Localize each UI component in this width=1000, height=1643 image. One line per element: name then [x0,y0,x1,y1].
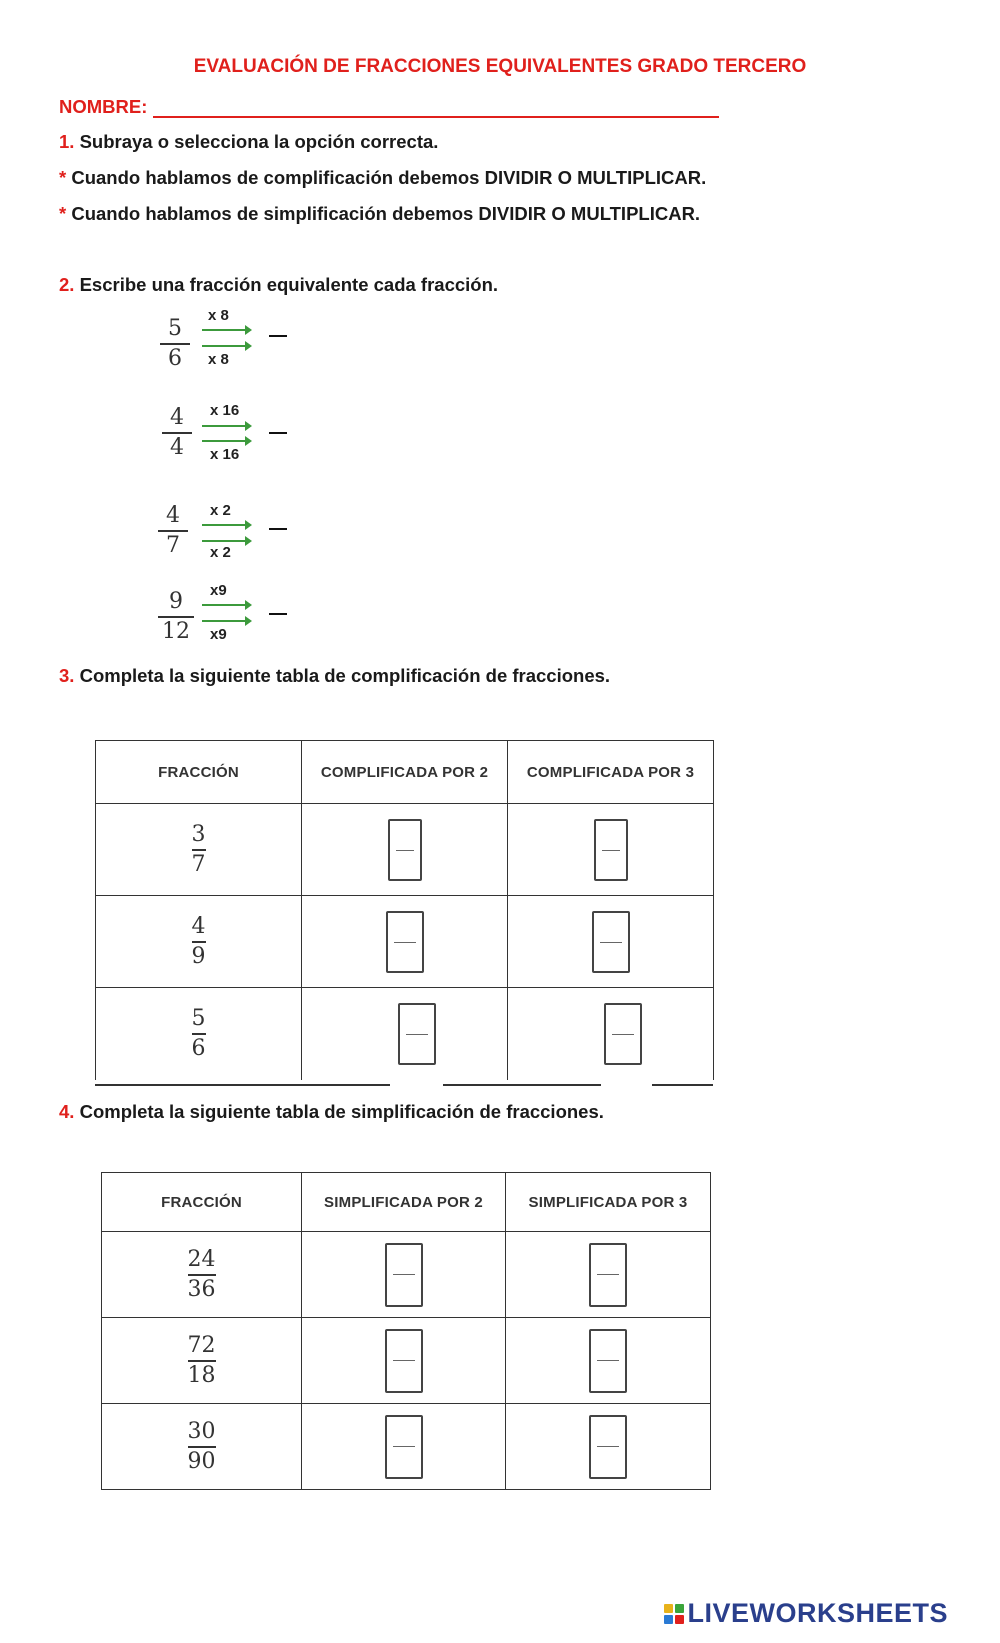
answer-blank[interactable] [269,613,287,615]
table-row [96,988,714,1080]
liveworksheets-logo [664,1598,948,1629]
answer-blank[interactable] [269,432,287,434]
fraction: 5 6 [158,315,192,373]
equivalence-exercise [162,307,302,379]
answer-box[interactable] [385,1415,423,1479]
answer-box[interactable] [592,911,630,973]
logo-mark-icon [664,1604,684,1624]
table-bottom-border [652,1084,713,1086]
fraction: $\frac{24}{36}$ [187,1246,216,1302]
fraction: $\frac{5}{6}$ [191,1005,206,1061]
fraction-cell [102,1404,302,1490]
question-1 [59,131,438,153]
multiplier-bottom: x 16 [210,446,240,463]
table-header: SIMPLIFICADA POR 2 [302,1173,506,1232]
fraction: $\frac{4}{9}$ [191,913,206,969]
fraction: 9 12 [156,588,196,646]
arrow-icon [202,425,250,427]
q1-item-text: Cuando hablamos de simplificación debemos DIVIDIR O MULTIPLICAR. [71,203,701,224]
arrow-icon [202,540,250,542]
answer-box[interactable] [398,1003,436,1065]
multiplier-top: x 8 [208,307,229,324]
arrow-icon [202,329,250,331]
fraction-cell [102,1318,302,1404]
question-text: Escribe una fracción equivalente cada fracción. [79,274,499,295]
question-number: 1. [59,131,75,152]
question-text: Subraya o selecciona la opción correcta. [79,131,439,152]
equivalence-exercise [162,402,302,474]
bullet-asterisk: * [59,203,67,224]
question-number: 2. [59,274,75,295]
logo-text: LIVEWORKSHEETS [687,1598,948,1628]
name-row [59,96,719,118]
worksheet-title: EVALUACIÓN DE FRACCIONES EQUIVALENTES GRADO TERCERO [193,56,807,77]
answer-box[interactable] [589,1243,627,1307]
table-bottom-border [95,1084,390,1086]
table-header: SIMPLIFICADA POR 3 [506,1173,711,1232]
answer-box[interactable] [385,1329,423,1393]
answer-box[interactable] [385,1243,423,1307]
fraction: $\frac{30}{90}$ [187,1418,216,1474]
q1-item-2[interactable] [59,203,700,225]
fraction-cell [96,896,302,988]
question-number: 4. [59,1101,75,1122]
question-text: Completa la siguiente tabla de simplificación de fracciones. [79,1101,604,1122]
fraction-cell [96,804,302,896]
answer-box[interactable] [388,819,422,881]
fraction: 4 4 [160,404,194,462]
multiplier-bottom: x 2 [210,544,231,561]
equivalence-exercise [162,582,302,652]
simplification-table [101,1172,711,1490]
table-header: COMPLIFICADA POR 2 [302,741,508,804]
arrow-icon [202,345,250,347]
question-3 [59,665,610,687]
question-number: 3. [59,665,75,686]
table-row [96,896,714,988]
fraction: 4 7 [156,502,190,560]
answer-blank[interactable] [269,528,287,530]
answer-box[interactable] [589,1415,627,1479]
question-text: Completa la siguiente tabla de complificación de fracciones. [79,665,611,686]
multiplier-top: x 16 [210,402,240,419]
q1-item-1[interactable] [59,167,706,189]
multiplier-top: x9 [210,582,227,599]
multiplier-bottom: x9 [210,626,227,643]
table-header: FRACCIÓN [96,741,302,804]
answer-box[interactable] [594,819,628,881]
question-2 [59,274,498,296]
table-header: COMPLIFICADA POR 3 [508,741,714,804]
answer-box[interactable] [386,911,424,973]
question-4 [59,1101,604,1123]
equivalence-exercise [162,502,302,572]
fraction-cell [96,988,302,1080]
name-label: NOMBRE: [59,96,148,117]
table-row [102,1318,711,1404]
table-row [96,804,714,896]
answer-box[interactable] [604,1003,642,1065]
arrow-icon [202,604,250,606]
arrow-icon [202,440,250,442]
table-row [102,1232,711,1318]
complification-table [95,740,714,1080]
arrow-icon [202,524,250,526]
q1-item-text: Cuando hablamos de complificación debemos DIVIDIR O MULTIPLICAR. [71,167,707,188]
fraction: $\frac{72}{18}$ [187,1332,216,1388]
table-header: FRACCIÓN [102,1173,302,1232]
table-bottom-border [443,1084,601,1086]
multiplier-top: x 2 [210,502,231,519]
answer-box[interactable] [589,1329,627,1393]
table-row [102,1404,711,1490]
multiplier-bottom: x 8 [208,351,229,368]
fraction-cell [102,1232,302,1318]
answer-blank[interactable] [269,335,287,337]
fraction: $\frac{3}{7}$ [191,821,206,877]
name-input-line[interactable] [153,98,719,118]
arrow-icon [202,620,250,622]
bullet-asterisk: * [59,167,67,188]
